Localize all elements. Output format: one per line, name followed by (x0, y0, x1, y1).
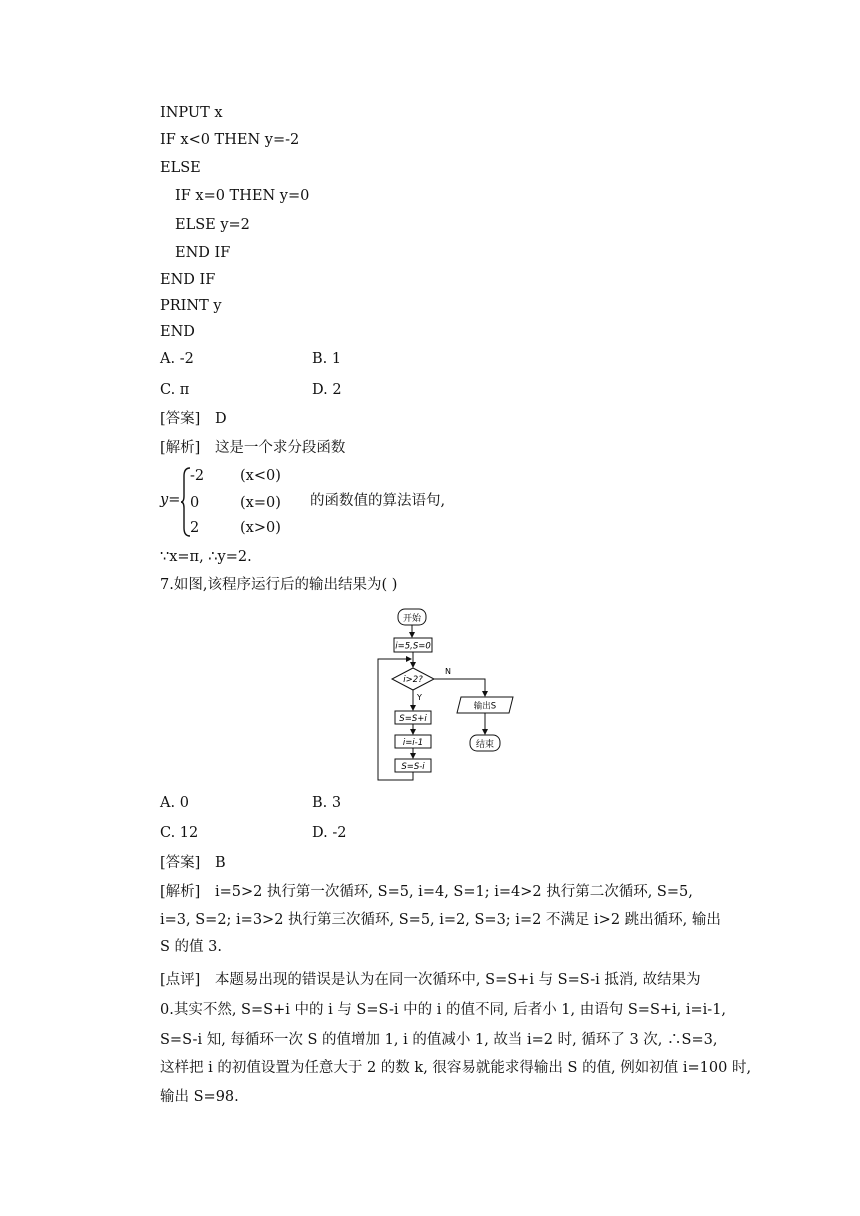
piecewise-value: -2 (190, 468, 205, 484)
q7-analysis-line (160, 882, 693, 902)
flowchart-yes-label: Y (417, 693, 422, 702)
analysis-label: [解析] (160, 440, 201, 456)
q7-comment-line: 这样把 i 的初值设置为任意大于 2 的数 k, 很容易就能求得输出 S 的值, 例如初值 i=100 时, (160, 1060, 752, 1076)
q6-option-b: B. 1 (312, 351, 342, 367)
piecewise-lhs: y= (160, 492, 181, 508)
flowchart-step1-text: S=S+i (399, 714, 427, 724)
program-line: END IF (175, 245, 231, 261)
flowchart-no-label: N (445, 667, 451, 676)
program-line: END (160, 324, 195, 340)
piecewise-value: 2 (190, 520, 200, 536)
piecewise-cond: (x>0) (240, 520, 281, 536)
program-line: INPUT x (160, 105, 223, 121)
q7-option-a: A. 0 (160, 795, 189, 811)
program-line: ELSE (160, 160, 201, 176)
answer-value: D (214, 411, 227, 427)
flowchart-start-text: 开始 (402, 614, 422, 624)
piecewise-cond: (x=0) (240, 495, 281, 511)
q7-analysis-line: i=3, S=2; i=3>2 执行第三次循环, S=5, i=2, S=3; i=2 不满足 i>2 跳出循环, 输出 (160, 912, 721, 928)
q7-comment-line: S=S-i 知, 每循环一次 S 的值增加 1, i 的值减小 1, 故当 i=2 时, 循环了 3 次, ∴S=3, (160, 1032, 718, 1048)
analysis-text: i=5>2 执行第一次循环, S=5, i=4, S=1; i=4>2 执行第二次循环, S=5, (214, 884, 693, 900)
answer-label: [答案] (160, 411, 201, 427)
analysis-intro: 这是一个求分段函数 (214, 440, 346, 456)
piecewise-value: 0 (190, 495, 200, 511)
program-line: IF x<0 THEN y=-2 (160, 132, 300, 148)
q7-comment-line: 输出 S=98. (160, 1089, 239, 1105)
program-line: END IF (160, 272, 216, 288)
program-line: PRINT y (160, 298, 222, 314)
q6-option-a: A. -2 (160, 351, 194, 367)
analysis-label: [解析] (160, 884, 201, 900)
q6-analysis (160, 438, 345, 458)
flowchart-init-text: i=5,S=0 (395, 641, 431, 652)
flowchart-output-text: 输出S (473, 701, 497, 712)
flowchart-decision-text: i>2? (403, 675, 423, 685)
flowchart (360, 604, 540, 784)
comment-text: 本题易出现的错误是认为在同一次循环中, S=S+i 与 S=S-i 抵消, 故结果为 (214, 972, 701, 988)
program-line: IF x=0 THEN y=0 (175, 188, 310, 204)
piecewise-suffix: 的函数值的算法语句, (310, 493, 446, 509)
flowchart-end-text: 结束 (475, 740, 495, 750)
answer-value: B (214, 855, 226, 871)
q7-comment-line: 0.其实不然, S=S+i 中的 i 与 S=S-i 中的 i 的值不同, 后者小 1, 由语句 S=S+i, i=i-1, (160, 1002, 727, 1018)
q6-conclusion: ∵x=π, ∴y=2. (160, 549, 252, 565)
q7-answer (160, 853, 226, 873)
q6-option-d: D. 2 (312, 382, 342, 398)
q6-option-c: C. π (160, 382, 190, 398)
q7-option-b: B. 3 (312, 795, 342, 811)
flowchart-step2-text: i=i-1 (402, 738, 424, 748)
q7-option-d: D. -2 (312, 825, 347, 841)
q7-question: 7.如图,该程序运行后的输出结果为( ) (160, 577, 398, 593)
q7-analysis-line: S 的值 3. (160, 939, 222, 955)
flowchart-step3-text: S=S-i (401, 762, 425, 772)
q7-comment-line (160, 970, 701, 990)
program-line: ELSE y=2 (175, 217, 250, 233)
answer-label: [答案] (160, 855, 201, 871)
q7-option-c: C. 12 (160, 825, 199, 841)
piecewise-cond: (x<0) (240, 468, 281, 484)
comment-label: [点评] (160, 972, 201, 988)
q6-answer (160, 409, 227, 429)
